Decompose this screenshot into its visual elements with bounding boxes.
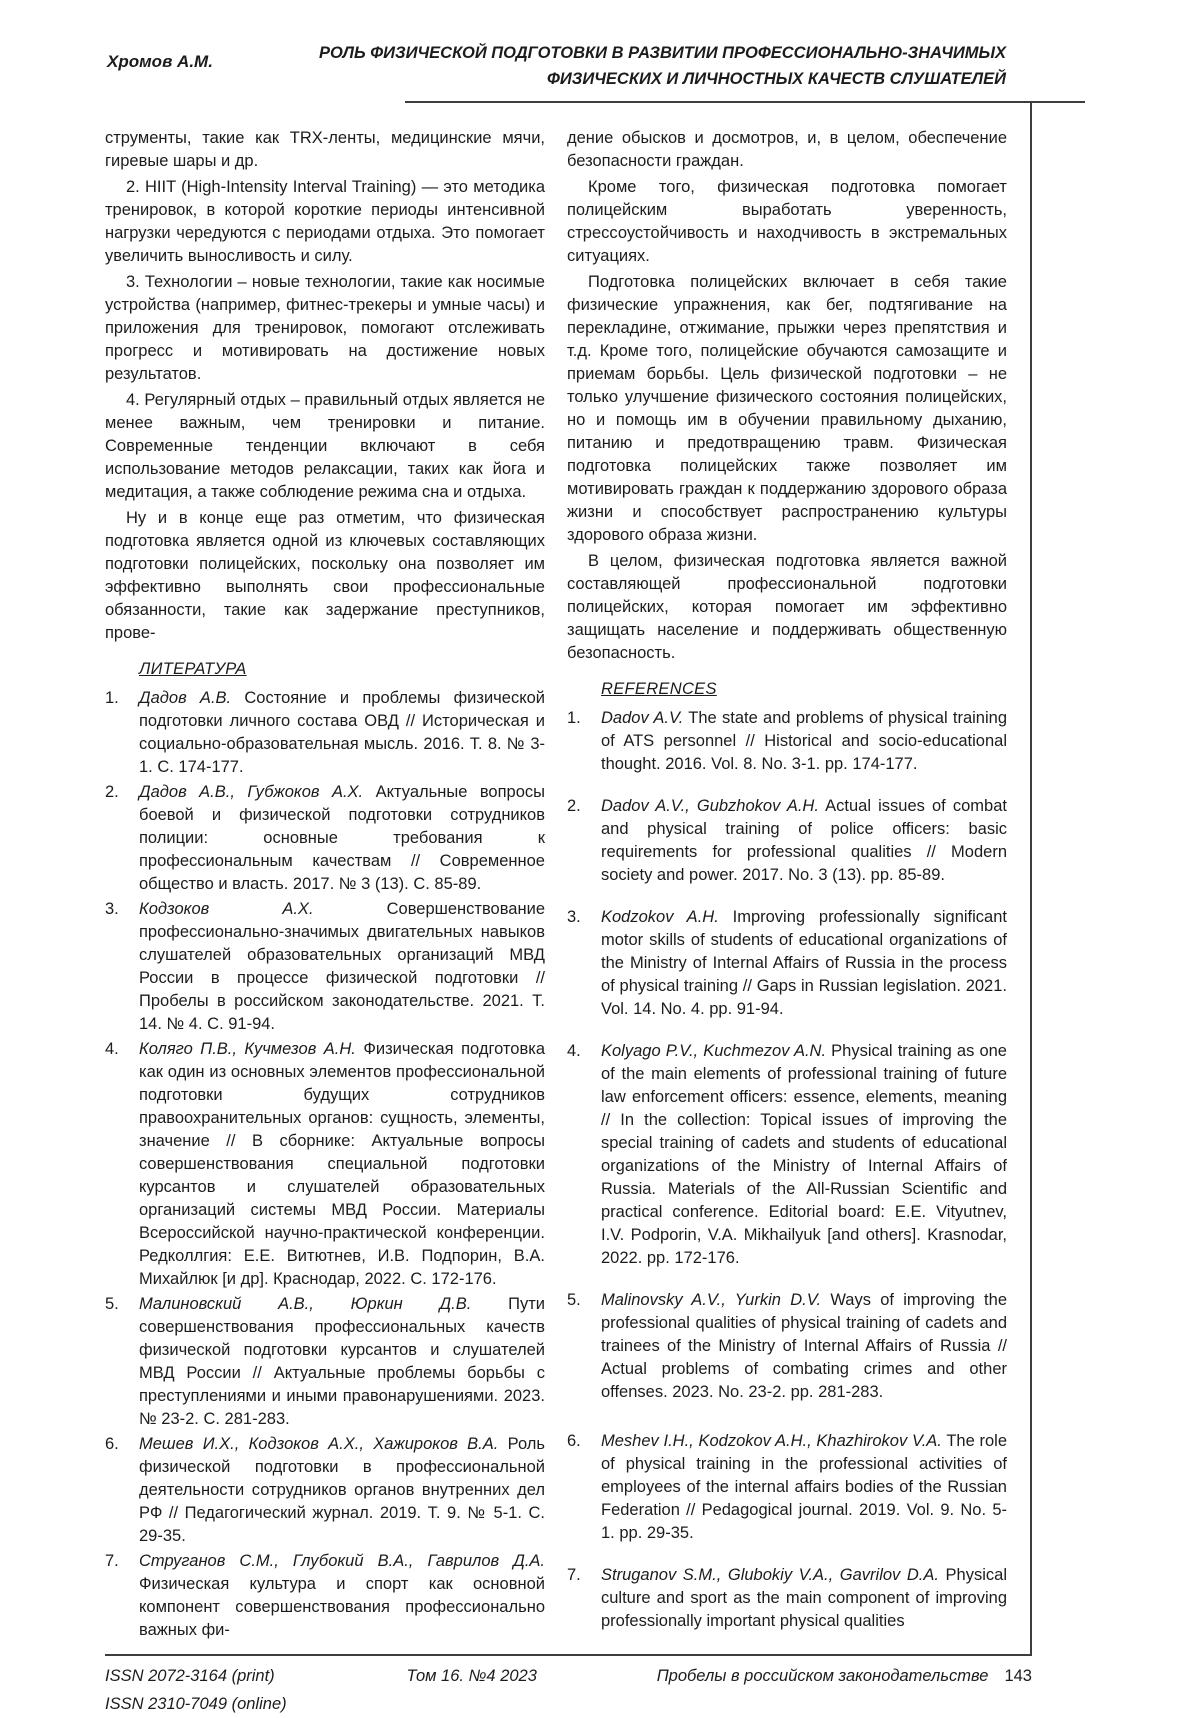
item-number: 2. — [567, 797, 581, 815]
literature-item — [105, 1433, 545, 1548]
item-authors: Kodzokov A.H. — [601, 908, 719, 926]
item-authors: Струганов С.М., Глубокий В.А., Гаврилов Д.А. — [139, 1552, 545, 1570]
item-authors: Дадов А.В. — [139, 689, 232, 707]
article-body — [105, 127, 1007, 1652]
item-number: 3. — [105, 900, 119, 918]
paragraph: 4. Регулярный отдых – правильный отдых является не менее важным, чем тренировки и питание. Современные тенденции включают в себя использование методов релаксации, таких как йога и медитация, а также соблюдение режима сна и отдыха. — [105, 391, 545, 501]
item-authors: Struganov S.M., Glubokiy V.A., Gavrilov D.A. — [601, 1566, 939, 1584]
item-text: Дадов А.В. Состояние и проблемы физической подготовки личного состава ОВД // Историческая и социально-образовательная мысль. 2016. Т. 8. № 3-1. С. 174-177. — [139, 689, 545, 776]
item-authors: Meshev I.H., Kodzokov A.H., Khazhirokov V.A. — [601, 1432, 942, 1450]
item-authors: Dadov A.V., Gubzhokov A.H. — [601, 797, 819, 815]
references-heading: REFERENCES — [601, 680, 717, 698]
paragraph: Ну и в конце еще раз отметим, что физическая подготовка является одной из ключевых составляющих подготовки полицейских, поскольку она позволяет им эффективно выполнять свои профессиональные обязанности, такие как задержание преступников, прове- — [105, 509, 545, 642]
left-column — [105, 127, 545, 1652]
page-title-line1: РОЛЬ ФИЗИЧЕСКОЙ ПОДГОТОВКИ В РАЗВИТИИ ПРОФЕССИОНАЛЬНО-ЗНАЧИМЫХ — [319, 44, 1006, 62]
item-authors: Мешев И.Х., Кодзоков А.Х., Хажироков В.А. — [139, 1435, 499, 1453]
right-column — [567, 127, 1007, 1652]
item-number: 7. — [567, 1566, 581, 1584]
literature-item — [105, 1293, 545, 1431]
item-text: Kolyago P.V., Kuchmezov A.N. Physical training as one of the main elements of professional training of future law enforcement officers: essence, elements, meaning // In the collection: Topical issues of improving the special training of cadets and students of educational organizations of the Ministry of Internal Affairs of Russia. Materials of the All-Russian Scientific and practical conference. Editorial board: E.E. Vityutnev, I.V. Podporin, V.A. Mikhailyuk [and others]. Krasnodar, 2022. pp. 172-176. — [601, 1042, 1007, 1267]
paragraph: 3. Технологии – новые технологии, такие как носимые устройства (например, фитнес-трекеры и умные часы) и приложения для тренировок, помогают отслеживать прогресс и мотивировать на достижение новых результатов. — [105, 273, 545, 383]
item-number: 6. — [105, 1435, 119, 1453]
literature-item — [105, 1550, 545, 1642]
header-author: Хромов А.М. — [107, 52, 213, 71]
reference-item — [567, 795, 1007, 887]
item-number: 4. — [105, 1040, 119, 1058]
footer-rule — [105, 1654, 1032, 1656]
item-text: Kodzokov A.H. Improving professionally significant motor skills of students of educational organizations of the Ministry of Internal Affairs of Russia in the process of physical training // Gaps in Russian legislation. 2021. Vol. 14. No. 4. pp. 91-94. — [601, 908, 1007, 1018]
item-authors: Дадов А.В., Губжоков А.Х. — [139, 783, 364, 801]
reference-item — [567, 1430, 1007, 1545]
item-number: 5. — [567, 1291, 581, 1309]
reference-item — [567, 1564, 1007, 1633]
item-text: Коляго П.В., Кучмезов А.Н. Физическая подготовка как один из основных элементов профессиональной подготовки будущих сотрудников правоохранительных органов: сущность, элементы, значение // В сборнике: Актуальные вопросы совершенствования специальной подготовки курсантов и слушателей образовательных организаций системы МВД России. Материалы Всероссийской научно-практической конференции. Редколлгия: Е.Е. Витютнев, И.В. Подпорин, В.А. Михайлюк [и др]. Краснодар, 2022. С. 172-176. — [139, 1040, 545, 1288]
item-number: 1. — [105, 689, 119, 707]
item-text: Струганов С.М., Глубокий В.А., Гаврилов Д.А. Физическая культура и спорт как основной компонент совершенствования профессионально важных фи- — [139, 1552, 545, 1639]
item-text: Struganov S.M., Glubokiy V.A., Gavrilov D.A. Physical culture and sport as the main component of improving professionally important physical qualities — [601, 1566, 1007, 1630]
item-authors: Kolyago P.V., Kuchmezov A.N. — [601, 1042, 827, 1060]
item-text: Dadov A.V., Gubzhokov A.H. Actual issues of combat and physical training of police officers: basic requirements for professional qualities // Modern society and power. 2017. No. 3 (13). pp. 85-89. — [601, 797, 1007, 884]
item-text: Malinovsky A.V., Yurkin D.V. Ways of improving the professional qualities of physical training of cadets and trainees of the Ministry of Internal Affairs of Russia // Actual problems of combating crimes and other offenses. 2023. No. 23-2. pp. 281-283. — [601, 1291, 1007, 1401]
footer-page-number: 143 — [1004, 1667, 1032, 1685]
paragraph: Подготовка полицейских включает в себя такие физические упражнения, как бег, подтягивание на перекладине, отжимание, прыжки через препятствия и т.д. Кроме того, полицейские обучаются самозащите и приемам борьбы. Цель физической подготовки – не только улучшение физического состояния полицейских, но и помощь им в обучении правильному дыханию, питанию и предотвращению травм. Физическая подготовка полицейских также позволяет им мотивировать граждан к поддержанию здорового образа жизни и способствует распространению культуры здорового образа жизни. — [567, 273, 1007, 544]
item-number: 6. — [567, 1432, 581, 1450]
item-authors: Малиновский А.В., Юркин Д.В. — [139, 1295, 472, 1313]
paragraph: В целом, физическая подготовка является важной составляющей профессиональной подготовки полицейских, которая помогает им эффективно защищать население и поддерживать общественную безопасность. — [567, 552, 1007, 662]
footer-journal-name: Пробелы в российском законодательстве — [656, 1667, 989, 1685]
footer-issn — [105, 1662, 287, 1718]
paragraph: дение обысков и досмотров, и, в целом, обеспечение безопасности граждан. — [567, 129, 1007, 170]
item-text: Малиновский А.В., Юркин Д.В. Пути совершенствования профессиональных качеств физической подготовки курсантов и слушателей МВД России // Актуальные проблемы борьбы с преступлениями и иными правонарушениями. 2023. № 23-2. С. 281-283. — [139, 1295, 545, 1428]
reference-item — [567, 1040, 1007, 1270]
references-list — [567, 707, 1007, 1633]
paragraph: 2. HIIT (High-Intensity Interval Training) — это методика тренировок, в которой короткие периоды интенсивной нагрузки чередуются с периодами отдыха. Это помогает увеличить выносливость и силу. — [105, 178, 545, 265]
literature-item — [105, 687, 545, 779]
literature-heading: ЛИТЕРАТУРА — [139, 660, 247, 678]
literature-item — [105, 1038, 545, 1291]
item-number: 3. — [567, 908, 581, 926]
item-text: Кодзоков А.Х. Совершенствование профессионально-значимых двигательных навыков слушателей образовательных организаций МВД России в процессе физической подготовки // Пробелы в российском законодательстве. 2021. Т. 14. № 4. С. 91-94. — [139, 900, 545, 1033]
page-footer — [105, 1662, 1032, 1718]
right-paragraphs — [567, 127, 1007, 665]
item-number: 7. — [105, 1552, 119, 1570]
item-text: Meshev I.H., Kodzokov A.H., Khazhirokov V.A. The role of physical training in the professional activities of employees of the internal affairs bodies of the Russian Federation // Pedagogical journal. 2019. Vol. 9. No. 5-1. pp. 29-35. — [601, 1432, 1007, 1542]
reference-item — [567, 906, 1007, 1021]
paragraph: струменты, такие как TRX-ленты, медицинские мячи, гиревые шары и др. — [105, 129, 545, 170]
footer-issn-print: ISSN 2072-3164 (print) — [105, 1667, 275, 1685]
item-number: 5. — [105, 1295, 119, 1313]
item-authors: Кодзоков А.Х. — [139, 900, 314, 918]
literature-item — [105, 898, 545, 1036]
item-number: 2. — [105, 783, 119, 801]
paragraph: Кроме того, физическая подготовка помогает полицейским выработать уверенность, стрессоустойчивость и находчивость в экстремальных ситуациях. — [567, 178, 1007, 265]
item-text: Мешев И.Х., Кодзоков А.Х., Хажироков В.А. Роль физической подготовки в профессиональной деятельности сотрудников органов внутренних дел РФ // Педагогический журнал. 2019. Т. 9. № 5-1. С. 29-35. — [139, 1435, 545, 1545]
footer-issn-online: ISSN 2310-7049 (online) — [105, 1695, 287, 1713]
right-border-rule — [1030, 101, 1032, 1656]
item-authors: Malinovsky A.V., Yurkin D.V. — [601, 1291, 822, 1309]
header-rule — [405, 101, 1085, 103]
item-text: Дадов А.В., Губжоков А.Х. Актуальные вопросы боевой и физической подготовки сотрудников полиции: основные требования к профессиональным качествам // Современное общество и власть. 2017. № 3 (13). С. 85-89. — [139, 783, 546, 893]
item-number: 1. — [567, 709, 581, 727]
reference-item — [567, 1289, 1007, 1404]
page-title — [280, 40, 1006, 92]
item-number: 4. — [567, 1042, 581, 1060]
item-authors: Коляго П.В., Кучмезов А.Н. — [139, 1040, 356, 1058]
left-paragraphs — [105, 127, 545, 645]
literature-list — [105, 687, 545, 1642]
footer-volume: Том 16. №4 2023 — [406, 1667, 537, 1685]
item-authors: Dadov A.V. — [601, 709, 684, 727]
item-text: Dadov A.V. The state and problems of physical training of ATS personnel // Historical and socio-educational thought. 2016. Vol. 8. No. 3-1. pp. 174-177. — [601, 709, 1007, 773]
footer-journal-block — [657, 1662, 1032, 1690]
reference-item — [567, 707, 1007, 776]
page-title-line2: ФИЗИЧЕСКИХ И ЛИЧНОСТНЫХ КАЧЕСТВ СЛУШАТЕЛЕЙ — [547, 70, 1006, 88]
literature-item — [105, 781, 545, 896]
